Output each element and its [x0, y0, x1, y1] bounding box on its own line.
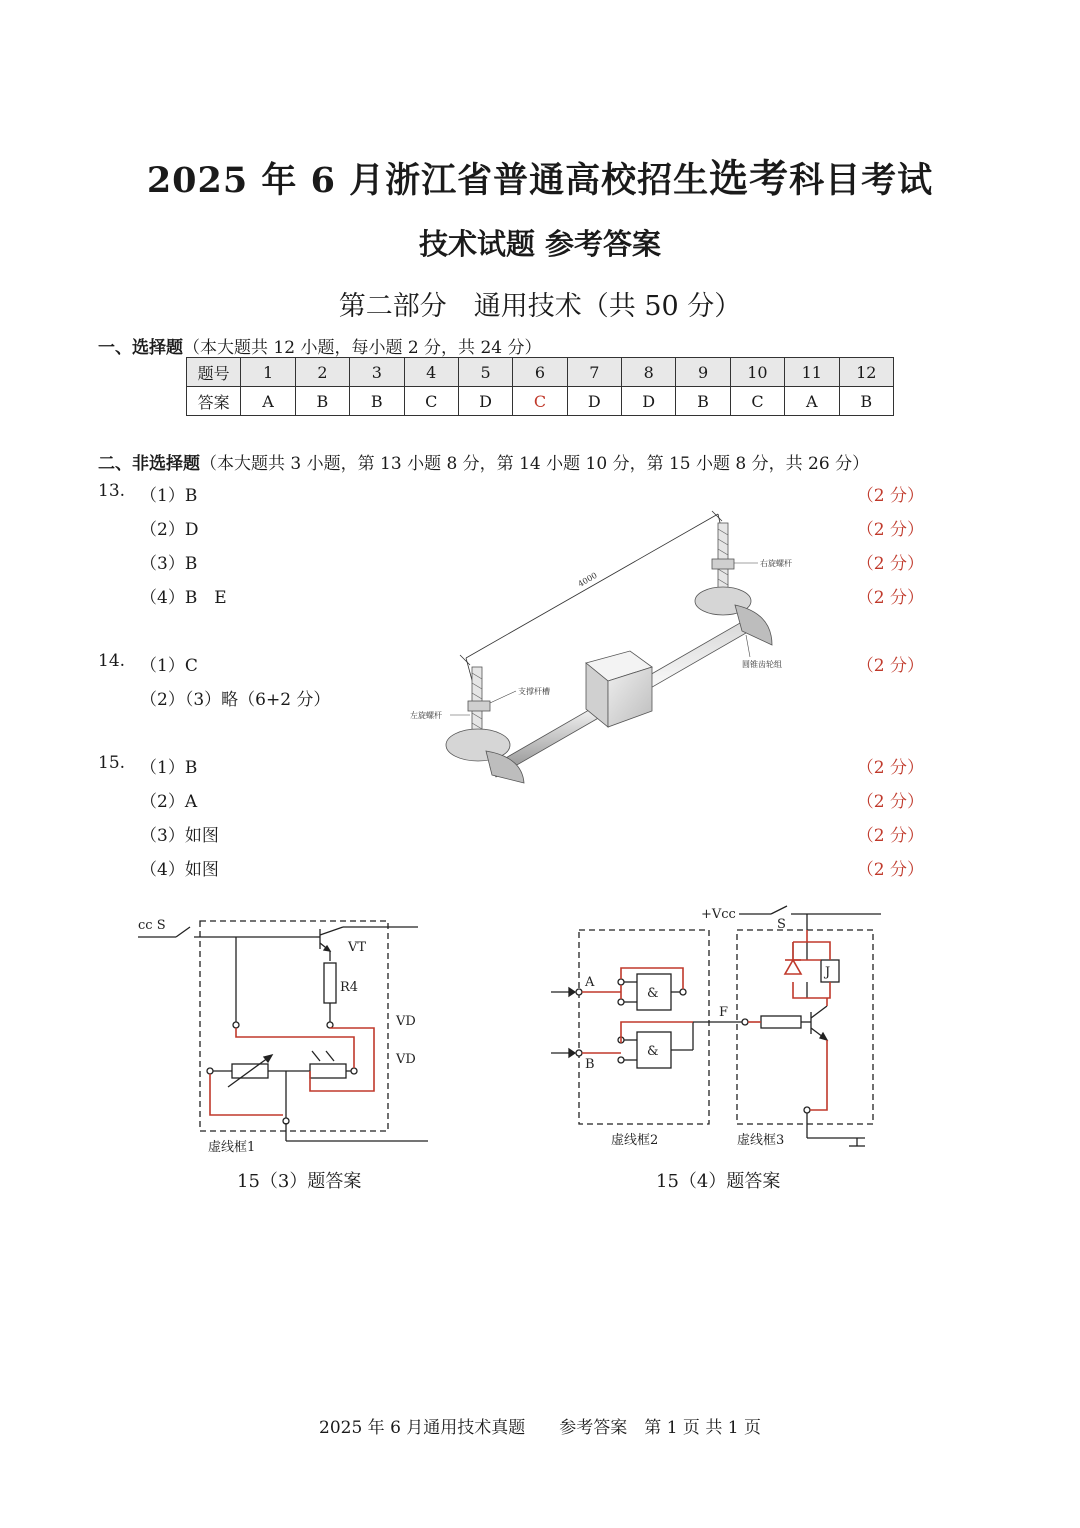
dimension-label: 4000 — [576, 570, 599, 589]
label-relay-j: J — [825, 965, 831, 980]
table-cell: B — [295, 387, 349, 416]
label-output-f: F — [719, 1005, 729, 1020]
table-header-cell: 题号 — [187, 358, 241, 387]
table-cell: C — [730, 387, 784, 416]
section1-heading: 一、选择题（本大题共 12 小题，每小题 2 分，共 24 分） — [98, 338, 542, 358]
table-cell: A — [785, 387, 839, 416]
label-r4: R4 — [340, 980, 359, 995]
table-cell: B — [676, 387, 730, 416]
table-row — [187, 358, 894, 387]
label-vcc: +Vcc — [701, 907, 736, 922]
q14-item-2: （2）（3）略（6+2 分） — [140, 690, 331, 710]
table-cell: A — [241, 387, 295, 416]
q13-score-1: （2 分） — [856, 486, 924, 506]
label-bevel-gears: 圆锥齿轮组 — [742, 660, 782, 669]
page-title: 2025 年 6 月浙江省普通高校招生选考科目考试 — [146, 156, 934, 202]
q15-item-1: （1）B — [140, 758, 198, 778]
table-cell: 4 — [404, 358, 458, 387]
label-vt: VT — [348, 940, 367, 955]
table-cell: 10 — [730, 358, 784, 387]
label-input-b: B — [585, 1057, 595, 1072]
label-vcc-s: cc S — [138, 918, 166, 933]
q13-score-3: （2 分） — [856, 554, 924, 574]
q13-item-1: （1）B — [140, 486, 198, 506]
left-screw — [446, 667, 524, 783]
caption-15-4: 15（4）题答案 — [656, 1171, 781, 1192]
q13-item-3: （3）B — [140, 554, 198, 574]
table-cell: B — [839, 387, 894, 416]
section2-heading: 二、非选择题（本大题共 3 小题，第 13 小题 8 分，第 14 小题 10 分，第 15 小题 8 分，共 26 分） — [98, 454, 870, 474]
q13-number: 13. — [98, 481, 126, 501]
table-cell: 8 — [622, 358, 676, 387]
table-cell: D — [567, 387, 621, 416]
table-cell: B — [350, 387, 404, 416]
q15-score-4: （2 分） — [856, 860, 924, 880]
table-cell: 2 — [295, 358, 349, 387]
q15-item-3: （3）如图 — [140, 826, 219, 846]
label-and-gate-2: & — [647, 1044, 659, 1059]
table-cell: 1 — [241, 358, 295, 387]
label-left-screw: 左旋螺杆 — [410, 711, 442, 720]
table-cell: 12 — [839, 358, 894, 387]
label-switch-s: S — [777, 917, 786, 932]
caption-15-3: 15（3）题答案 — [237, 1171, 362, 1192]
table-cell: C — [404, 387, 458, 416]
q15-number: 15. — [98, 753, 126, 773]
page-footer: 2025 年 6 月通用技术真题 参考答案 第 1 页 共 1 页 — [319, 1418, 761, 1438]
table-row — [187, 387, 894, 416]
q13-item-2: （2）D — [140, 520, 199, 540]
label-vd-1: VD — [396, 1014, 416, 1029]
label-vd-2: VD — [396, 1052, 416, 1067]
table-cell: D — [458, 387, 512, 416]
q15-score-3: （2 分） — [856, 826, 924, 846]
q14-number: 14. — [98, 651, 126, 671]
q15-item-4: （4）如图 — [140, 860, 219, 880]
q15-item-2: （2）A — [140, 792, 198, 812]
q15-score-2: （2 分） — [856, 792, 924, 812]
page-subtitle: 技术试题 参考答案 — [418, 227, 662, 261]
label-and-gate-1: & — [647, 986, 659, 1001]
table-cell: D — [622, 387, 676, 416]
q15-score-1: （2 分） — [856, 758, 924, 778]
table-header-cell: 答案 — [187, 387, 241, 416]
q13-item-4: （4）B E — [140, 588, 227, 608]
mechanism-figure — [400, 505, 800, 805]
table-cell: 3 — [350, 358, 404, 387]
circuit-15-3 — [138, 905, 448, 1165]
table-cell: 9 — [676, 358, 730, 387]
q14-score-1: （2 分） — [856, 656, 924, 676]
label-input-a: A — [585, 975, 595, 990]
table-cell: 11 — [785, 358, 839, 387]
gearbox — [586, 651, 652, 727]
circuit-15-4 — [545, 902, 885, 1162]
part-heading: 第二部分 通用技术（共 50 分） — [338, 291, 742, 322]
label-right-screw: 右旋螺杆 — [760, 559, 792, 568]
q13-score-4: （2 分） — [856, 588, 924, 608]
answer-table — [186, 357, 894, 416]
table-cell: C — [513, 387, 567, 416]
label-support-slot: 支撑杆槽 — [518, 687, 550, 696]
label-box-1: 虚线框1 — [208, 1140, 256, 1155]
label-box-2: 虚线框2 — [611, 1133, 659, 1148]
q14-item-1: （1）C — [140, 656, 198, 676]
table-cell: 6 — [513, 358, 567, 387]
q13-score-2: （2 分） — [856, 520, 924, 540]
table-cell: 7 — [567, 358, 621, 387]
table-cell: 5 — [458, 358, 512, 387]
label-box-3: 虚线框3 — [737, 1133, 785, 1148]
